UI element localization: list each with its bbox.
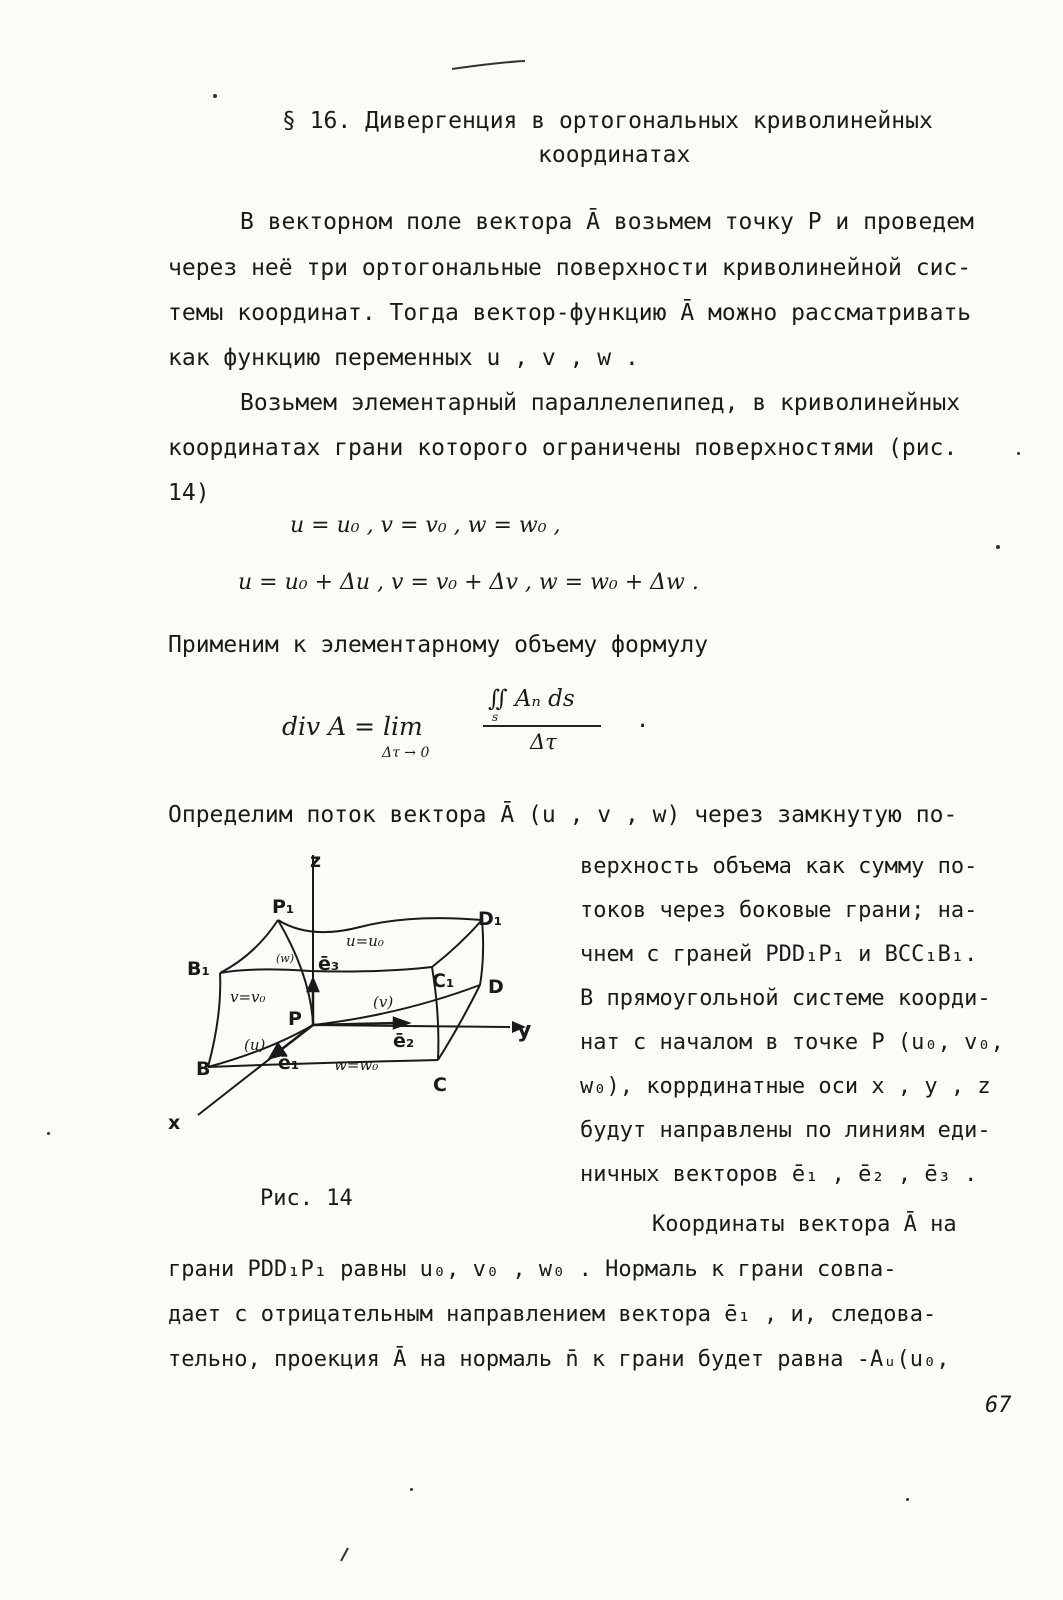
face-mark-v: (v) xyxy=(373,993,394,1011)
paragraph-line: координатах грани которого ограничены поверхностями (рис. xyxy=(168,435,958,461)
surface-equations-1: u = u₀ , v = v₀ , w = w₀ , xyxy=(290,513,561,538)
paragraph-line: верхность объема как сумму по- xyxy=(580,854,978,879)
paragraph-line: w₀), коррдинатные оси x , y , z xyxy=(580,1074,991,1099)
apply-formula-text: Применим к элементарному объему формулу xyxy=(168,632,709,658)
scan-speck xyxy=(47,1132,50,1135)
coords-line: Координаты вектора Ā на xyxy=(652,1212,957,1237)
point-label-c: C xyxy=(433,1074,447,1096)
formula-lhs: div A = lim xyxy=(282,712,423,741)
paragraph-line: 14) xyxy=(168,480,210,506)
formula-limit-subscript: Δτ → 0 xyxy=(382,745,430,761)
fraction-bar xyxy=(483,725,601,727)
axis-label-x: x xyxy=(168,1112,181,1134)
edge-b1-b xyxy=(208,973,220,1067)
paragraph-line: токов через боковые грани; на- xyxy=(580,898,978,923)
point-label-d1: D₁ xyxy=(478,908,503,930)
vector-label-e3: ē₃ xyxy=(318,953,340,975)
scan-speck xyxy=(213,94,217,98)
vector-label-e2: ē₂ xyxy=(393,1030,415,1052)
paragraph-line: Возьмем элементарный параллелепипед, в криволинейных xyxy=(240,390,961,416)
edge-b-c xyxy=(208,1060,438,1067)
point-label-p1: P₁ xyxy=(272,896,295,918)
face-label-w: w=w₀ xyxy=(334,1056,379,1074)
paragraph-line: тельно, проекция Ā на нормаль n̄ к грани будет равна -Aᵤ(u₀, xyxy=(168,1347,950,1372)
paragraph-line: грани PDD₁P₁ равны u₀, v₀ , w₀ . Нормаль к грани совпа- xyxy=(168,1257,897,1282)
paragraph-line: В векторном поле вектора Ā возьмем точку P и проведем xyxy=(240,209,974,235)
face-mark-w: (w) xyxy=(276,952,294,965)
right-column-text xyxy=(580,845,1004,1197)
point-label-b1: B₁ xyxy=(187,958,210,980)
scan-mark xyxy=(338,1545,352,1565)
paragraph-line: нат с началом в точке P (u₀, v₀, xyxy=(580,1030,1004,1055)
paragraph-line: В прямоугольной системе коорди- xyxy=(580,986,991,1011)
scan-mark xyxy=(450,55,530,75)
figure-caption: Рис. 14 xyxy=(260,1186,353,1211)
scan-speck xyxy=(1017,452,1020,455)
paragraph-line: будут направлены по линиям еди- xyxy=(580,1118,991,1143)
section-heading-continued: координатах xyxy=(538,142,691,168)
paragraph-line: чнем с граней PDD₁P₁ и BCC₁B₁. xyxy=(580,942,978,967)
scan-speck xyxy=(410,1488,413,1491)
paragraph-line: как функцию переменных u , v , w . xyxy=(168,345,639,371)
scan-speck xyxy=(996,545,1000,549)
edge-p1-d1 xyxy=(278,918,482,932)
paragraph-line: темы координат. Тогда вектор-функцию Ā можно рассматривать xyxy=(168,300,972,326)
vector-label-e1: ē₁ xyxy=(278,1052,300,1074)
point-label-d: D xyxy=(488,976,504,998)
formula-trailing-dot: . xyxy=(636,708,650,733)
formula-integral-subscript: s xyxy=(492,710,499,724)
section-heading: § 16. Дивергенция в ортогональных криволинейных xyxy=(282,108,933,134)
paragraph-line: дает с отрицательным направлением вектора ē₁ , и, следова- xyxy=(168,1302,937,1327)
edge-d1-c1 xyxy=(432,920,482,967)
point-label-p: P xyxy=(288,1008,302,1030)
formula-denominator: Δτ xyxy=(530,730,557,754)
figure-14-diagram xyxy=(160,845,570,1155)
formula-numerator: ∬ Aₙ ds xyxy=(488,686,575,712)
scan-speck xyxy=(906,1498,909,1501)
point-label-b: B xyxy=(196,1058,211,1080)
axis-label-z: z xyxy=(310,850,322,872)
face-label-u: u=u₀ xyxy=(346,932,384,950)
axis-label-y: y xyxy=(517,1018,532,1043)
point-label-c1: C₁ xyxy=(432,970,455,992)
paragraph-line: через неё три ортогональные поверхности криволинейной сис- xyxy=(168,255,972,281)
surface-equations-2: u = u₀ + Δu , v = v₀ + Δv , w = w₀ + Δw . xyxy=(238,570,699,595)
edge-p1-b1 xyxy=(220,920,278,973)
face-label-v: v=v₀ xyxy=(230,988,266,1006)
e3-arrowhead xyxy=(308,979,318,991)
page-number: 67 xyxy=(985,1393,1012,1418)
face-mark-u: (u) xyxy=(244,1036,266,1054)
paragraph-line: ничных векторов ē₁ , ē₂ , ē₃ . xyxy=(580,1162,978,1187)
flux-intro-line: Определим поток вектора Ā (u , v , w) через замкнутую по- xyxy=(168,802,958,828)
